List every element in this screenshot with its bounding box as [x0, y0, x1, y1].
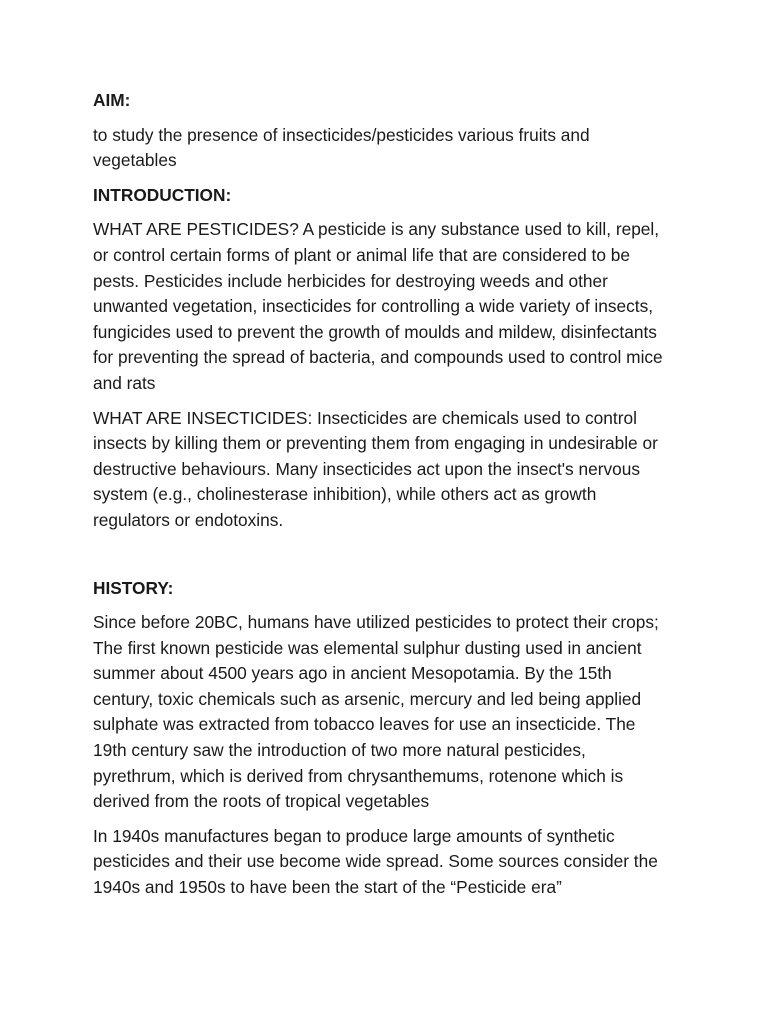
aim-heading: AIM:: [93, 90, 131, 110]
history-heading: HISTORY:: [93, 577, 174, 598]
section-spacer: [93, 543, 673, 576]
pesticides-definition: WHAT ARE PESTICIDES? A pesticide is any substance used to kill, repel, or control certain forms of plant or animal life that are considered to be pests. Pesticides include herbicides for destroying weeds and other unwanted vegetation, insecticides for controlling a wide variety of insects, fungicides used to prevent the growth of moulds and mildew, disinfectants for preventing the spread of bacteria, and compounds used to control mice and rats: [93, 219, 663, 393]
introduction-heading: INTRODUCTION:: [93, 184, 232, 205]
document-page: [93, 88, 673, 910]
history-paragraph-1: Since before 20BC, humans have utilized pesticides to protect their crops; The first known pesticide was elemental sulphur dusting used in ancient summer about 4500 years ago in ancient Mesopotamia. By the 15th century, toxic chemicals such as arsenic, mercury and led being applied sulphate was extracted from tobacco leaves for use an insecticide. The 19th century saw the introduction of two more natural pesticides, pyrethrum, which is derived from chrysanthemums, rotenone which is derived from the roots of tropical vegetables: [93, 612, 659, 812]
history-paragraph-2: In 1940s manufactures began to produce large amounts of synthetic pesticides and their use become wide spread. Some sources consider the 1940s and 1950s to have been the start of the “Pesticide era”: [93, 825, 658, 898]
aim-text: to study the presence of insecticides/pesticides various fruits and vegetables: [93, 124, 590, 171]
insecticides-definition: WHAT ARE INSECTICIDES: Insecticides are chemicals used to control insects by killing them or preventing them from engaging in undesirable or destructive behaviours. Many insecticides act upon the insect's nervous system (e.g., cholinesterase inhibition), while others act as growth regulators or endotoxins.: [93, 407, 658, 530]
